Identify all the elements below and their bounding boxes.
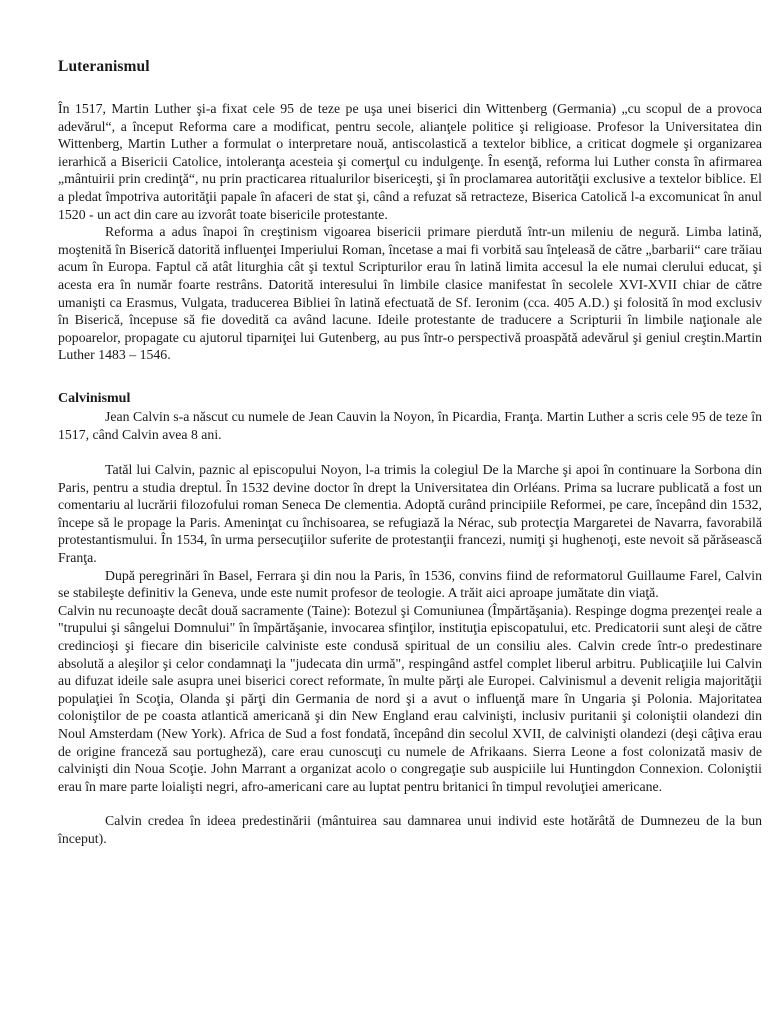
- paragraph-calvin-sacraments: Calvin nu recunoaşte decât două sacramente (Taine): Botezul şi Comuniunea (Împărtăşania). Respinge dogma prezenţei reale a "trupului şi sângelui Domnului" în împărtăşanie, invocarea sfinţilor, instituţia episcopatului, etc. Predicatorii sunt aleşi de către credincioşi şi fiecare din bisericile calviniste este condusă spiritual de un consiliu ales. Calvin crede într-o predestinare absolută a aleşilor şi celor condamnaţi la "judecata din urmă", respingând astfel complet liberul arbitru. Publicaţiile lui Calvin au difuzat ideile sale asupra unei biserici corect reformate, în multe părţi ale Europei. Calvinismul a devenit religia majorităţii populaţiei în Scoţia, Olanda şi părţi din Germania de nord şi a avut o influenţă mare în Ungaria şi Polonia. Majoritatea coloniştilor de pe coasta atlantică americană şi din New England erau calvinişti, inclusiv puritanii şi coloniştii olandezi din Noul Amsterdam (New York). Africa de Sud a fost fondată, începând din secolul XVII, de calvinişti olandezi (deşi câţiva erau de origine franceză sau portugheză), care erau cunoscuţi cu numele de Afrikaans. Sierra Leone a fost colonizată masiv de calvinişti din Noua Scoţie. John Marrant a organizat acolo o congregaţie sub auspiciile lui Huntingdon Connexion. Coloniştii erau în mare parte loialişti negri, afro-americani care au luptat pentru britanici în timpul revoluţiei americane.: [58, 602, 762, 794]
- section-title-luteranismul: Luteranismul: [58, 58, 150, 75]
- paragraph-calvin-geneva: După peregrinări în Basel, Ferrara şi din nou la Paris, în 1536, convins fiind de reformatorul Guillaume Farel, Calvin se stabileşte definitiv la Geneva, unde este numit profesor de teologie. A trăit aici aproape jumătate din viaţă.: [58, 567, 762, 601]
- paragraph-calvin-predestination: Calvin credea în ideea predestinării (mântuirea sau damnarea unui individ este hotărâtă de Dumnezeu de la bun început).: [58, 813, 762, 846]
- spacer: [58, 795, 762, 812]
- spacer: [58, 443, 762, 461]
- paragraph-calvin-birth: Jean Calvin s-a născut cu numele de Jean Cauvin la Noyon, în Picardia, Franţa. Martin Luther a scris cele 95 de teze în 1517, când Calvin avea 8 ani.: [58, 408, 762, 442]
- paragraph-reform-vigour: Reforma a adus înapoi în creştinism vigoarea bisericii primare pierdută într-un mileniu de negură. Limba latină, moştenită în Biserică datorită influenţei Imperiului Roman, încetase a mai fi vorbită sau înţeleasă de către „barbarii“ care trăiau acum în Europa. Faptul că atât liturghia cât şi textul Scripturilor erau în latină limita accesul la ele numai clerului educat, şi acesta era în număr foarte restrâns. Datorită interesului în limbile clasice manifestat în secolele XVI-XVII chiar de către umanişti ca Erasmus, Vulgata, traducerea Bibliei în latină efectuată de Sf. Ieronim (cca. 405 A.D.) şi folosită în mod exclusiv în Biserică, începuse să fie dovedită ca având lacune. Ideile protestante de traducere a Scripturii în limbile naţionale ale popoarelor, propagate cu ajutorul tiparniţei lui Gutenberg, au pus într-o perspectivă proaspătă adevărul şi geniul creştin.Martin Luther 1483 – 1546.: [58, 224, 762, 363]
- paragraph-calvin-father: Tatăl lui Calvin, paznic al episcopului Noyon, l-a trimis la colegiul De la Marche şi apoi în continuare la Sorbona din Paris, pentru a studia dreptul. În 1532 devine doctor în drept la Universitatea din Orléans. Prima sa lucrare publicată a fost un comentariu al lucrării filozofului roman Seneca De clementia. Adoptă curând principiile Reformei, pe care, începând din 1532, începe să le propage la Paris. Ameninţat cu închisoarea, se refugiază la Nérac, sub protecţia Margaretei de Navarra, favorabilă protestantismului. În 1534, în urma persecuţiilor suferite de protestanţii francezi, numiţi şi hughenoţi, este nevoit să părăsească Franţa.: [58, 462, 762, 566]
- spacer: [58, 364, 762, 390]
- section-title-calvinismul: Calvinismul: [58, 390, 131, 406]
- document-content: [58, 58, 762, 848]
- paragraph-luther-theses: În 1517, Martin Luther şi-a fixat cele 95 de teze pe uşa unei biserici din Wittenberg (Germania) „cu scopul de a provoca adevărul“, a început Reforma care a modificat, pentru secole, alianţele politice şi religioase. Profesor la Universitatea din Wittenberg, Martin Luther a formulat o interpretare nouă, antiscolastică a textelor biblice, a criticat dogmele şi organizarea ierarhică a Bisericii Catolice, intoleranţa acesteia şi comerţul cu indulgenţe. În esenţă, reforma lui Luther consta în afirmarea „mântuirii prin credinţă“, nu prin practicarea ritualurilor bisericeşti, şi în proclamarea autorităţii exclusive a textelor biblice. El a pledat împotriva autorităţii papale în afaceri de stat şi, când a refuzat să retracteze, Biserica Catolică l-a excomunicat în anul 1520 - un act din care au izvorât toate bisericile protestante.: [58, 101, 762, 222]
